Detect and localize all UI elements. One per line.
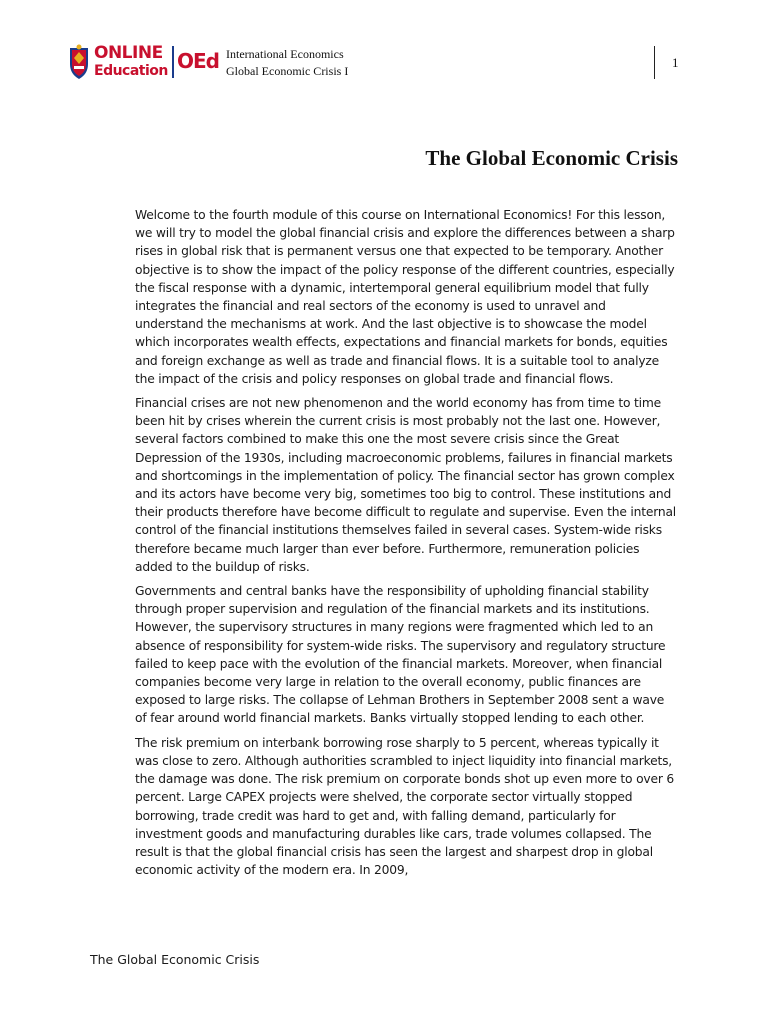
online-education-logo [68, 44, 220, 84]
paragraph: Governments and central banks have the responsibility of upholding financial stability through proper supervision and regulation of the financial markets and its institutions. However, the supervisory structures in many regions were fragmented which led to an absence of responsibility for system-wide risks. The supervisory and regulatory structure failed to keep pace with the evolution of the financial markets. Moreover, when financial companies become very large in relation to the overall economy, public finances are exposed to large risks. The collapse of Lehman Brothers in September 2008 sent a wave of fear around world financial markets. Banks virtually stopped lending to each other. [135, 584, 666, 726]
body-text [135, 206, 677, 885]
page-number: 1 [672, 55, 679, 70]
logo-divider [172, 46, 174, 78]
module-name: Global Economic Crisis I [226, 64, 349, 78]
document-title: The Global Economic Crisis [425, 146, 678, 170]
page-header [0, 0, 768, 100]
course-info [226, 46, 348, 80]
course-name: International Economics [226, 47, 344, 61]
paragraph: Welcome to the fourth module of this course on International Economics! For this lesson, we will try to model the global financial crisis and explore the differences between a sharp rises in global risk that is permanent versus one that expected to be temporary. Another objective is to show the impact of the policy response of the different countries, especially the fiscal response with a dynamic, intertemporal general equilibrium model that fully integrates the financial and real sectors of the economy is used to unravel and understand the mechanisms at work. And the last objective is to showcase the model which incorporates wealth effects, expectations and financial markets for bonds, equities and foreign exchange as well as trade and financial flows. It is a suitable tool to analyze the impact of the crisis and policy responses on global trade and financial flows. [135, 208, 675, 386]
crest-icon [68, 44, 90, 80]
paragraph: The risk premium on interbank borrowing rose sharply to 5 percent, whereas typically it was close to zero. Although authorities scrambled to inject liquidity into financial markets, the damage was done. The risk premium on corporate bonds shot up even more to over 6 percent. Large CAPEX projects were shelved, the corporate sector virtually stopped borrowing, trade credit was hard to get and, with falling demand, particularly for investment goods and manufacturing durables like cars, trade volumes collapsed. The result is that the global financial crisis has seen the largest and sharpest drop in global economic activity of the modern era. In 2009, [135, 735, 675, 878]
logo-text-oed: OEd [177, 49, 219, 73]
logo-text-online: ONLINE [94, 43, 163, 63]
logo-text-education: Education [94, 63, 168, 79]
header-divider [654, 46, 655, 79]
page-footer: The Global Economic Crisis [90, 952, 260, 967]
paragraph: Financial crises are not new phenomenon and the world economy has from time to time been hit by crises wherein the current crisis is most probably not the last one. However, several factors combined to make this one the most severe crisis since the Great Depression of the 1930s, including macroeconomic problems, failures in financial markets and shortcomings in the implementation of policy. The financial sector has grown complex and its actors have become very big, sometimes too big to control. These institutions and their products therefore have become difficult to regulate and supervise. Even the internal control of the financial institutions themselves failed in several cases. System-wide risks therefore became much larger than ever before. Furthermore, remuneration policies added to the buildup of risks. [135, 396, 676, 574]
